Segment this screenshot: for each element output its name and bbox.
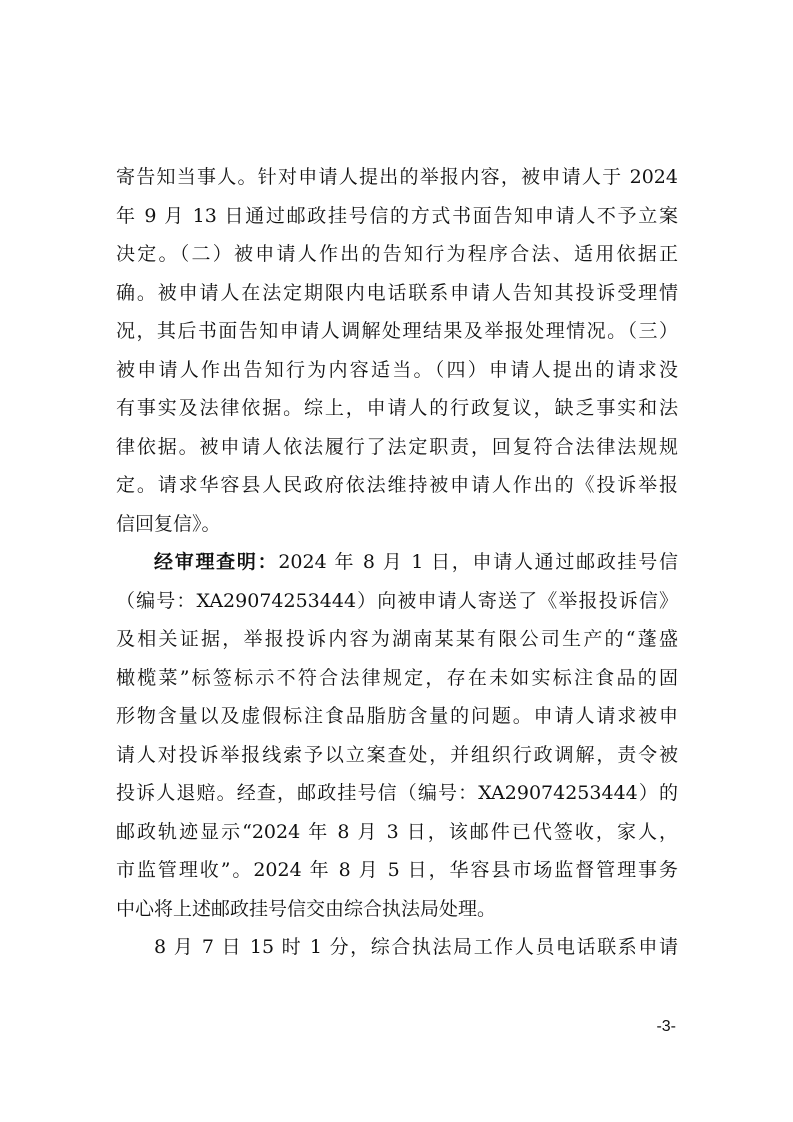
finding-line-5: 请人对投诉举报线索予以立案查处，并组织行政调解，责令被 — [116, 743, 678, 766]
finding-line-8: 市监管理收”。2024 年 8 月 5 日，华容县市场监督管理事务 — [116, 859, 678, 881]
text-line-8: 律依据。被申请人依法履行了法定职责，回复符合法律法规规 — [116, 435, 678, 458]
body-text — [116, 158, 678, 967]
finding-paragraph-start — [116, 543, 678, 582]
text-line-6: 被申请人作出告知行为内容适当。（四）申请人提出的请求没 — [116, 358, 678, 381]
text-line-9: 定。请求华容县人民政府依法维持被申请人作出的《投诉举报 — [116, 474, 678, 496]
finding-line-3: 橄榄菜”标签标示不符合法律规定，存在未如实标注食品的固 — [116, 666, 678, 689]
text-line-7: 有事实及法律依据。综上，申请人的行政复议，缺乏事实和法 — [116, 397, 678, 419]
finding-line-2: 及相关证据，举报投诉内容为湖南某某有限公司生产的“蓬盛 — [116, 628, 678, 650]
text-line-10: 信回复信》。 — [116, 512, 221, 535]
finding-line-6: 投诉人退赔。经查，邮政挂号信（编号：XA29074253444）的 — [116, 782, 678, 804]
text-line-4: 确。被申请人在法定期限内电话联系申请人告知其投诉受理情 — [116, 281, 678, 304]
finding-line-7: 邮政轨迹显示“2024 年 8 月 3 日，该邮件已代签收，家人， — [116, 820, 678, 843]
text-line-5: 况，其后书面告知申请人调解处理结果及举报处理情况。（三） — [116, 320, 678, 342]
finding-first-text: 2024 年 8 月 1 日，申请人通过邮政挂号信 — [278, 551, 678, 573]
finding-label: 经审理查明： — [154, 551, 279, 573]
text-line-2: 年 9 月 13 日通过邮政挂号信的方式书面告知申请人不予立案 — [116, 204, 678, 227]
finding-line-1: （编号：XA29074253444）向被申请人寄送了《举报投诉信》 — [116, 589, 678, 612]
text-line-1: 寄告知当事人。针对申请人提出的举报内容，被申请人于 2024 — [116, 166, 678, 188]
page-number: -3- — [656, 1018, 676, 1035]
text-line-3: 决定。（二）被申请人作出的告知行为程序合法、适用依据正 — [116, 243, 678, 265]
finding-line-4: 形物含量以及虚假标注食品脂肪含量的问题。申请人请求被申 — [116, 705, 678, 727]
finding-line-9: 中心将上述邮政挂号信交由综合执法局处理。 — [116, 897, 497, 920]
next-paragraph-start: 8 月 7 日 15 时 1 分，综合执法局工作人员电话联系申请 — [154, 936, 678, 958]
